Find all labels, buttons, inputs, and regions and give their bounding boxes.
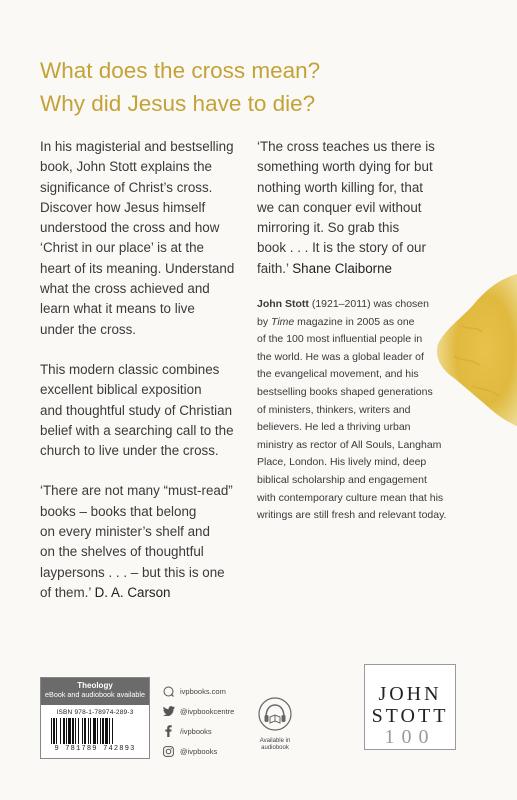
- text-line: ‘There are not many “must-read”: [40, 483, 233, 499]
- website-link[interactable]: ivpbooks.com: [180, 686, 226, 696]
- isbn-panel: [40, 677, 150, 759]
- logo-line-stott: STOTT: [371, 705, 449, 727]
- text-line: with contemporary culture mean that his: [257, 491, 444, 504]
- text-line: Available in: [259, 738, 291, 744]
- text-line: we can conquer evil without: [257, 199, 422, 215]
- endorser-name: Shane Claiborne: [292, 260, 393, 276]
- text-line: (1921–2011) was chosen: [308, 298, 429, 310]
- facebook-link[interactable]: /ivpbooks: [180, 726, 212, 736]
- barcode-bar: [93, 718, 96, 744]
- logo-line-100: 100: [384, 726, 436, 748]
- twitter-icon: [162, 705, 175, 718]
- category-box: [41, 678, 149, 705]
- headline-line-1: What does the cross mean?: [40, 58, 321, 83]
- barcode-bar: [72, 718, 74, 744]
- text-line: ‘Christ in our place’ is at the: [40, 240, 204, 256]
- text-line: Discover how Jesus himself: [40, 199, 206, 215]
- barcode-bar: [84, 718, 86, 744]
- availability-label: eBook and audiobook available: [45, 690, 145, 699]
- barcode-bar: [109, 718, 110, 744]
- text-line: learn what it means to live: [40, 301, 195, 317]
- endorser-name: D. A. Carson: [94, 584, 171, 600]
- social-instagram[interactable]: [162, 741, 257, 761]
- text-line: nothing worth killing for, that: [257, 179, 423, 195]
- text-line: of the 100 most influential people in: [257, 333, 423, 346]
- text-line: magazine in 2005 as one: [294, 315, 415, 328]
- social-links: [162, 681, 257, 761]
- text-line: by: [257, 315, 272, 328]
- social-web[interactable]: [162, 681, 257, 701]
- text-line: of ministers, thinkers, writers and: [257, 403, 411, 416]
- headphones-book-icon: [258, 697, 292, 731]
- description-paragraph-2: [40, 360, 260, 461]
- text-line: the world. He was a global leader of: [257, 350, 424, 363]
- barcode-bar: [105, 718, 108, 744]
- text-line: on the shelves of thoughtful: [40, 544, 204, 560]
- author-name: John Stott: [257, 298, 309, 310]
- text-line: audiobook: [261, 745, 289, 751]
- instagram-link[interactable]: @ivpbooks: [180, 746, 218, 756]
- endorsement-claiborne: [257, 137, 497, 279]
- logo-line-john: JOHN: [378, 683, 442, 705]
- left-column: [40, 137, 260, 623]
- barcode-bar: [60, 718, 61, 744]
- barcode-bar: [51, 718, 52, 744]
- barcode-bar: [90, 718, 91, 744]
- audiobook-badge: [252, 697, 298, 752]
- text-line: of them.’: [40, 584, 91, 600]
- text-line: Place, London. His lively mind, deep: [257, 456, 427, 469]
- globe-icon: [162, 685, 175, 698]
- barcode-bar: [102, 718, 104, 744]
- barcode-bar: [68, 718, 71, 744]
- barcode: [49, 718, 141, 744]
- social-facebook[interactable]: [162, 721, 257, 741]
- text-line: heart of its meaning. Understand: [40, 260, 235, 276]
- text-line: the evangelical movement, and his: [257, 368, 419, 381]
- text-line: books – books that belong: [40, 503, 197, 519]
- text-line: This modern classic combines: [40, 361, 220, 377]
- text-line: bestselling books shaped generations: [257, 385, 433, 398]
- text-line: laypersons . . . – but this is one: [40, 564, 225, 580]
- endorsement-carson: [40, 481, 260, 603]
- subject-label: Theology: [77, 681, 113, 690]
- description-paragraph-1: [40, 137, 260, 340]
- twitter-link[interactable]: @ivpbookcentre: [180, 706, 235, 716]
- text-line: believers. He led a thriving urban: [257, 421, 411, 434]
- text-line: book, John Stott explains the: [40, 159, 212, 175]
- barcode-bar: [112, 718, 113, 744]
- barcode-bar: [97, 718, 98, 744]
- text-line: significance of Christ’s cross.: [40, 179, 213, 195]
- right-column: [257, 137, 497, 279]
- text-line: mirroring it. So grab this: [257, 220, 400, 236]
- text-line: biblical scholarship and engagement: [257, 473, 427, 486]
- text-line: belief with a searching call to the: [40, 422, 234, 438]
- text-line: something worth dying for but: [257, 159, 433, 175]
- john-stott-100-logo: [364, 664, 456, 750]
- magazine-title: Time: [271, 315, 295, 328]
- barcode-bar: [82, 718, 83, 744]
- text-line: ‘The cross teaches us there is: [257, 139, 435, 154]
- headline-line-2: Why did Jesus have to die?: [40, 91, 316, 116]
- barcode-bar: [66, 718, 67, 744]
- barcode-bar: [63, 718, 65, 744]
- isbn-text: ISBN 978-1-78974-289-3: [56, 709, 134, 716]
- barcode-bar: [78, 718, 79, 744]
- headline: [40, 54, 490, 120]
- text-line: what the cross achieved and: [40, 281, 210, 297]
- barcode-bar: [88, 718, 89, 744]
- barcode-bar: [56, 718, 57, 744]
- gold-paint-splash: [432, 266, 517, 426]
- audiobook-label: [252, 738, 298, 752]
- text-line: writings are still fresh and relevant today.: [257, 509, 447, 522]
- text-line: on every minister’s shelf and: [40, 524, 210, 540]
- text-line: under the cross.: [40, 321, 137, 337]
- barcode-number: 9 781789 742893: [54, 745, 136, 753]
- social-twitter[interactable]: [162, 701, 257, 721]
- text-line: and thoughtful study of Christian: [40, 402, 233, 418]
- text-line: In his magisterial and bestselling: [40, 139, 234, 154]
- instagram-icon: [162, 745, 175, 758]
- text-line: excellent biblical exposition: [40, 382, 202, 398]
- barcode-bar: [100, 718, 101, 744]
- facebook-icon: [162, 725, 175, 738]
- text-line: church to live under the cross.: [40, 443, 219, 459]
- text-line: ministry as rector of All Souls, Langham: [257, 438, 442, 451]
- text-line: book . . . It is the story of our: [257, 240, 426, 256]
- barcode-bar: [75, 718, 76, 744]
- barcode-bar: [53, 718, 55, 744]
- text-line: faith.’: [257, 260, 289, 276]
- text-line: understood the cross and how: [40, 220, 220, 236]
